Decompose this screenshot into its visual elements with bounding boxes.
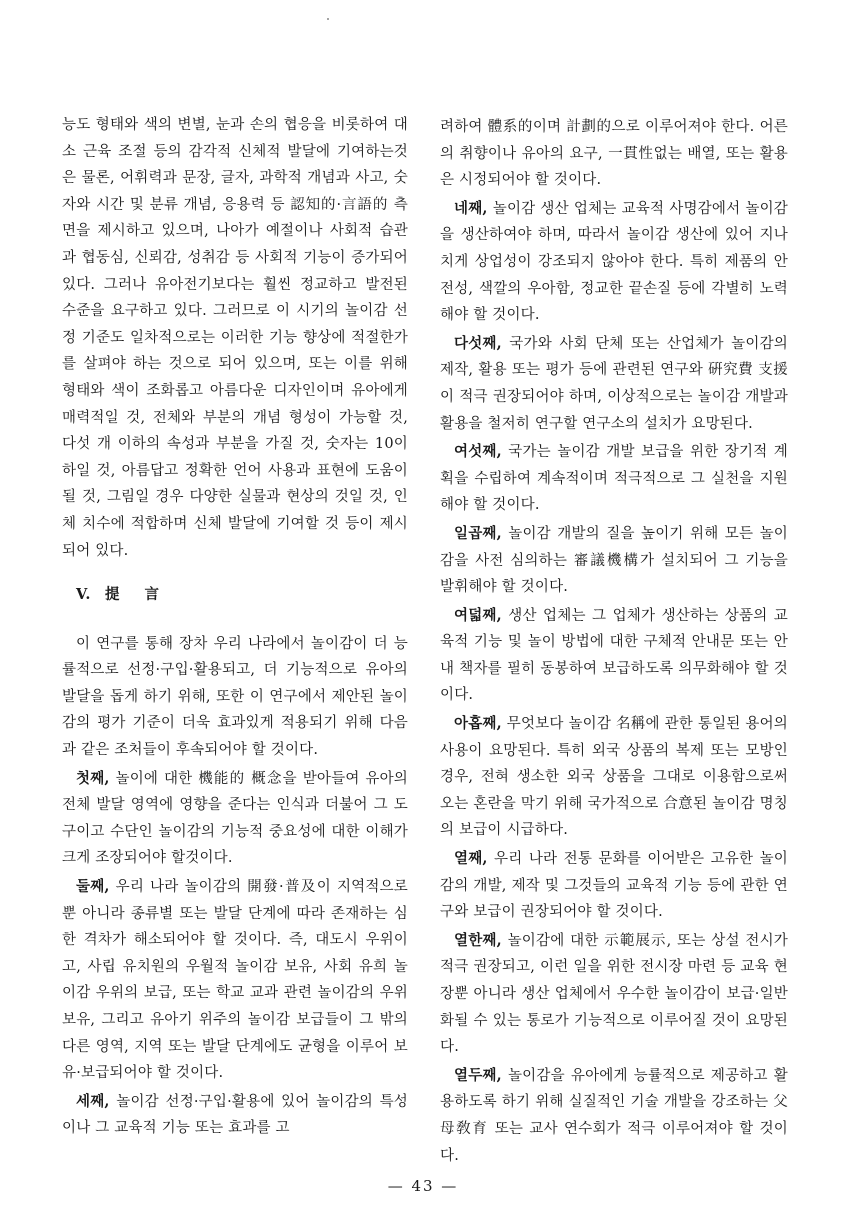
item-lead: 여덟째, (454, 606, 502, 624)
page-number: — 43 — (387, 1177, 459, 1195)
proposal-item (440, 331, 788, 437)
item-lead: 일곱째, (454, 524, 502, 542)
item-lead: 둘째, (76, 878, 110, 896)
item-text: 놀이감에 대한 示範展示, 또는 상설 전시가 적극 권장되고, 이런 일을 위한 전시장 마련 등 교육 현장뿐 아니라 생산 업체에서 우수한 놀이감이 보급·일반화될 수 있는 통로가 기능적으로 이루어질 것이 요망된다. (440, 932, 788, 1056)
right-column (440, 114, 788, 1169)
item-text: 국가와 사회 단체 또는 산업체가 놀이감의 제작, 활용 또는 평가 등에 관련된 연구와 硏究費 支援이 적극 권장되어야 하며, 이상적으로는 놀이감 개발과 활용을 철저히 연구할 연구소의 설치가 요망된다. (440, 335, 788, 432)
proposal-item (440, 196, 788, 329)
section-title: 提 言 (104, 586, 170, 604)
item-lead: 열한째, (454, 931, 502, 949)
item-text: 놀이감 개발의 질을 높이기 위해 모든 놀이감을 사전 심의하는 審議機構가 설치되어 그 기능을 발휘해야 할 것이다. (440, 525, 788, 596)
item-text: 놀이감을 유아에게 능률적으로 제공하고 활용하도록 하기 위해 실질적인 기술 개발을 강조하는 父母敎育 또는 교사 연수회가 적극 이루어져야 할 것이다. (440, 1067, 788, 1164)
body-paragraph: 능도 형태와 색의 변별, 눈과 손의 협응을 비롯하여 대소 근육 조절 등의 감각적 신체적 발달에 기여하는것은 물론, 어휘력과 문장, 글자, 과학적 개념과 사고, 숫자와 시간 및 분류 개념, 응용력 등 認知的·言語的 측면을 제시하고 있으며, 나아가 예절이나 사회적 습관과 협동심, 신뢰감, 성취감 등 사회적 기능이 증가되어 있다. 그러나 유아전기보다는 훨씬 정교하고 발전된 수준을 요구하고 있다. 그러므로 이 시기의 놀이감 선정 기준도 일차적으로는 이러한 기능 향상에 적절한가를 살펴야 하는 것으로 되어 있으며, 또는 이를 위해 형태와 색이 조화롭고 아름다운 디자인이며 유아에게 매력적일 것, 전체와 부분의 개념 형성이 가능할 것, 다섯 개 이하의 속성과 부분을 가질 것, 숫자는 10이하일 것, 아름답고 정확한 언어 사용과 표현에 도움이 될 것, 그림일 경우 다양한 실물과 현상의 것일 것, 인체 치수에 적합하며 신체 발달에 기여할 것 등이 제시되어 있다. (62, 117, 408, 559)
item-lead: 세째, (76, 1092, 110, 1110)
item-lead: 여섯째, (454, 443, 502, 461)
section-intro-paragraph: 이 연구를 통해 장차 우리 나라에서 놀이감이 더 능률적으로 선정·구입·활용되고, 더 기능적으로 유아의 발달을 돕게 하기 위해, 또한 이 연구에서 제안된 놀이감의 평가 기준이 더욱 효과있게 적용되기 위해 다음과 같은 조처들이 후속되어야 할 것이다. (62, 635, 408, 759)
item-lead: 아홉째, (454, 715, 502, 733)
item-text: 놀이감 생산 업체는 교육적 사명감에서 놀이감을 생산하여야 하며, 따라서 놀이감 생산에 있어 지나치게 상업성이 강조되지 않아야 한다. 특히 제품의 안전성, 색깔의 우아함, 정교한 끝손질 등에 각별히 노력해야 할 것이다. (440, 200, 788, 324)
section-heading (62, 582, 408, 609)
proposal-item (62, 874, 408, 1087)
item-lead: 네째, (454, 199, 488, 217)
scan-speck (327, 18, 329, 20)
proposal-item (440, 846, 788, 926)
section-number: V. (76, 586, 91, 604)
item-text: 생산 업체는 그 업체가 생산하는 상품의 교육적 기능 및 놀이 방법에 대한 구체적 안내문 또는 안내 책자를 필히 동봉하여 보급하도록 의무화해야 할 것이다. (440, 607, 788, 704)
item-lead: 첫째, (76, 769, 110, 787)
item-lead: 다섯째, (454, 334, 502, 352)
item-lead: 열두째, (454, 1066, 502, 1084)
item-text: 국가는 놀이감 개발 보급을 위한 장기적 계획을 수립하여 계속적이며 적극적으로 그 실천을 지원해야 할 것이다. (440, 444, 788, 514)
left-column (62, 112, 408, 1142)
item-lead: 열째, (454, 850, 488, 868)
proposal-item (440, 521, 788, 601)
item-text: 무엇보다 놀이감 名稱에 관한 통일된 용어의 사용이 요망된다. 특히 외국 상품의 복제 또는 모방인 경우, 전혀 생소한 외국 상품을 그대로 이용함으로써 오는 혼란을 막기 위해 국가적으로 合意된 놀이감 명칭의 보급이 시급하다. (440, 716, 788, 839)
item-text: 우리 나라 놀이감의 開發·普及이 지역적으로 뿐 아니라 종류별 또는 발달 단계에 따라 존재하는 심한 격차가 해소되어야 할 것이다. 즉, 대도시 우위이고, 사립 유치원의 우월적 놀이감 보유, 사회 유희 놀이감 우위의 보급, 또는 학교 교과 관련 놀이감의 우위 보유, 그리고 유아기 위주의 놀이감 보급들이 그 밖의 다른 영역, 지역 또는 발달 단계에도 균형을 이루어 보유·보급되어야 할 것이다. (62, 879, 408, 1082)
proposal-item (440, 439, 788, 519)
proposal-item (62, 766, 408, 872)
item-text: 우리 나라 전통 문화를 이어받은 고유한 놀이감의 개발, 제작 및 그것들의 교육적 기능 등에 관한 연구와 보급이 권장되어야 할 것이다. (440, 851, 788, 921)
proposal-item (440, 928, 788, 1061)
proposal-item (62, 1089, 408, 1142)
proposal-item (440, 603, 788, 709)
item-text: 놀이감 선정·구입·활용에 있어 놀이감의 특성이나 그 교육적 기능 또는 효과를 고 (62, 1093, 408, 1137)
continuation-paragraph: 려하여 體系的이며 計劃的으로 이루어져야 한다. 어른의 취향이나 유아의 요구, 一貫性없는 배열, 또는 활용은 시정되어야 할 것이다. (440, 119, 788, 189)
proposal-item (440, 711, 788, 844)
item-text: 놀이에 대한 機能的 概念을 받아들여 유아의 전체 발달 영역에 영향을 준다는 인식과 더불어 그 도구이고 수단인 놀이감의 기능적 중요성에 대한 이해가 크게 조장되어야 할것이다. (62, 770, 408, 867)
proposal-item (440, 1063, 788, 1169)
